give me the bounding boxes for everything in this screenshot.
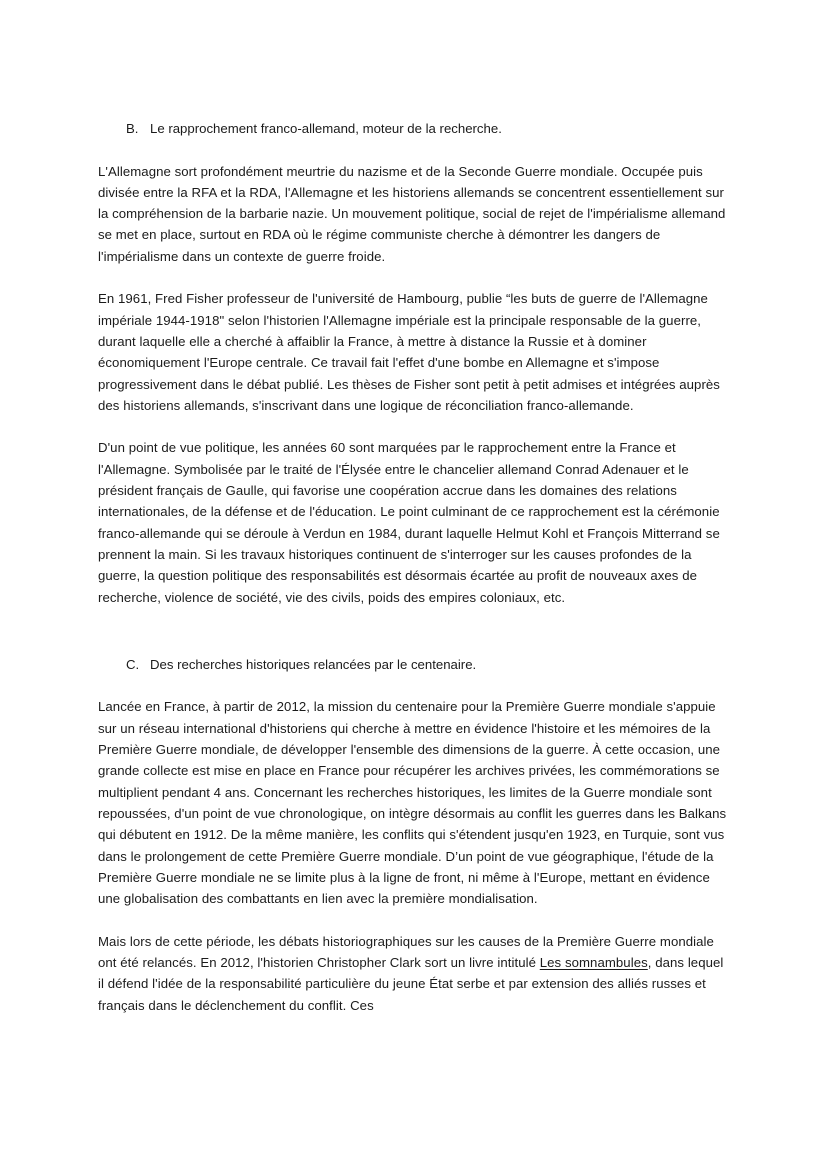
document-content xyxy=(98,118,730,1016)
section-heading-c xyxy=(98,654,730,675)
paragraph: Lancée en France, à partir de 2012, la mission du centenaire pour la Première Guerre mondiale s'appuie sur un réseau international d'historiens qui cherche à mettre en évidence l'histoire et les mémoires de la Première Guerre mondiale, de développer l'ensemble des dimensions de la guerre. À cette occasion, une grande collecte est mise en place en France pour récupérer les archives privées, les commémorations se multiplient pendant 4 ans. Concernant les recherches historiques, les limites de la Guerre mondiale sont repoussées, d'un point de vue chronologique, on intègre désormais au conflit les guerres dans les Balkans qui débutent en 1912. De la même manière, les conflits qui s'étendent jusqu'en 1923, en Turquie, sont vus dans le prolongement de cette Première Guerre mondiale. D’un point de vue géographique, l'étude de la Première Guerre mondiale ne se limite plus à la ligne de front, ni même à l'Europe, mettant en évidence une globalisation des combattants en lien avec la première mondialisation. xyxy=(98,699,727,907)
paragraph-with-book-title xyxy=(98,931,730,1016)
section-letter-c: C. xyxy=(126,656,140,672)
spacer xyxy=(98,267,730,288)
section-title-c: Des recherches historiques relancées par le centenaire. xyxy=(150,656,477,672)
paragraph: En 1961, Fred Fisher professeur de l'université de Hambourg, publie “les buts de guerre de l'Allemagne impériale 1944-1918" selon l'historien l'Allemagne impériale est la principale responsable de la guerre, durant laquelle elle a cherché à affaiblir la France, à mettre à distance la Russie et à dominer économiquement l'Europe centrale. Ce travail fait l'effet d'une bombe en Allemagne et s'impose progressivement dans le débat publié. Les thèses de Fisher sont petit à petit admises et intégrées auprès des historiens allemands, s'inscrivant dans une logique de réconciliation franco-allemande. xyxy=(98,291,720,413)
paragraph: D'un point de vue politique, les années 60 sont marquées par le rapprochement entre la France et l'Allemagne. Symbolisée par le traité de l'Élysée entre le chancelier allemand Conrad Adenauer et le président français de Gaulle, qui favorise une coopération accrue dans les domaines des relations internationales, de la défense et de l'éducation. Le point culminant de ce rapprochement est la cérémonie franco-allemande qui se déroule à Verdun en 1984, durant laquelle Helmut Kohl et François Mitterrand se prennent la main. Si les travaux historiques continuent de s'interroger sur les causes profondes de la guerre, la question politique des responsabilités est désormais écartée au profit de nouveaux axes de recherche, violence de société, vie des civils, poids des empires coloniaux, etc. xyxy=(98,440,720,605)
paragraph-text-after-title: , dans lequel il défend l'idée de la responsabilité particulière du jeune État serbe et par extension des alliés russes et français dans le déclenchement du conflit. Ces xyxy=(98,954,724,1013)
section-letter-b: B. xyxy=(126,121,139,136)
book-title: Les somnambules xyxy=(539,954,648,970)
paragraph: L'Allemagne sort profondément meurtrie du nazisme et de la Seconde Guerre mondiale. Occupée puis divisée entre la RFA et la RDA, l'Allemagne et les historiens allemands se concentrent essentiellement sur la compréhension de la barbarie nazie. Un mouvement politique, social de rejet de l'impérialisme allemand se met en place, surtout en RDA où le régime communiste cherche à démontrer les dangers de l'impérialisme dans un contexte de guerre froide. xyxy=(98,163,726,264)
section-heading-b xyxy=(98,118,730,139)
spacer xyxy=(98,675,730,696)
spacer xyxy=(98,608,730,654)
spacer xyxy=(98,139,730,160)
section-title-b: Le rapprochement franco-allemand, moteur de la recherche. xyxy=(150,121,502,136)
spacer xyxy=(98,416,730,437)
paragraph-text-before-title: Mais lors de cette période, les débats historiographiques sur les causes de la Première Guerre mondiale ont été relancés. En 2012, l'historien Christopher Clark sort un livre intitulé xyxy=(98,933,714,970)
spacer xyxy=(98,909,730,930)
